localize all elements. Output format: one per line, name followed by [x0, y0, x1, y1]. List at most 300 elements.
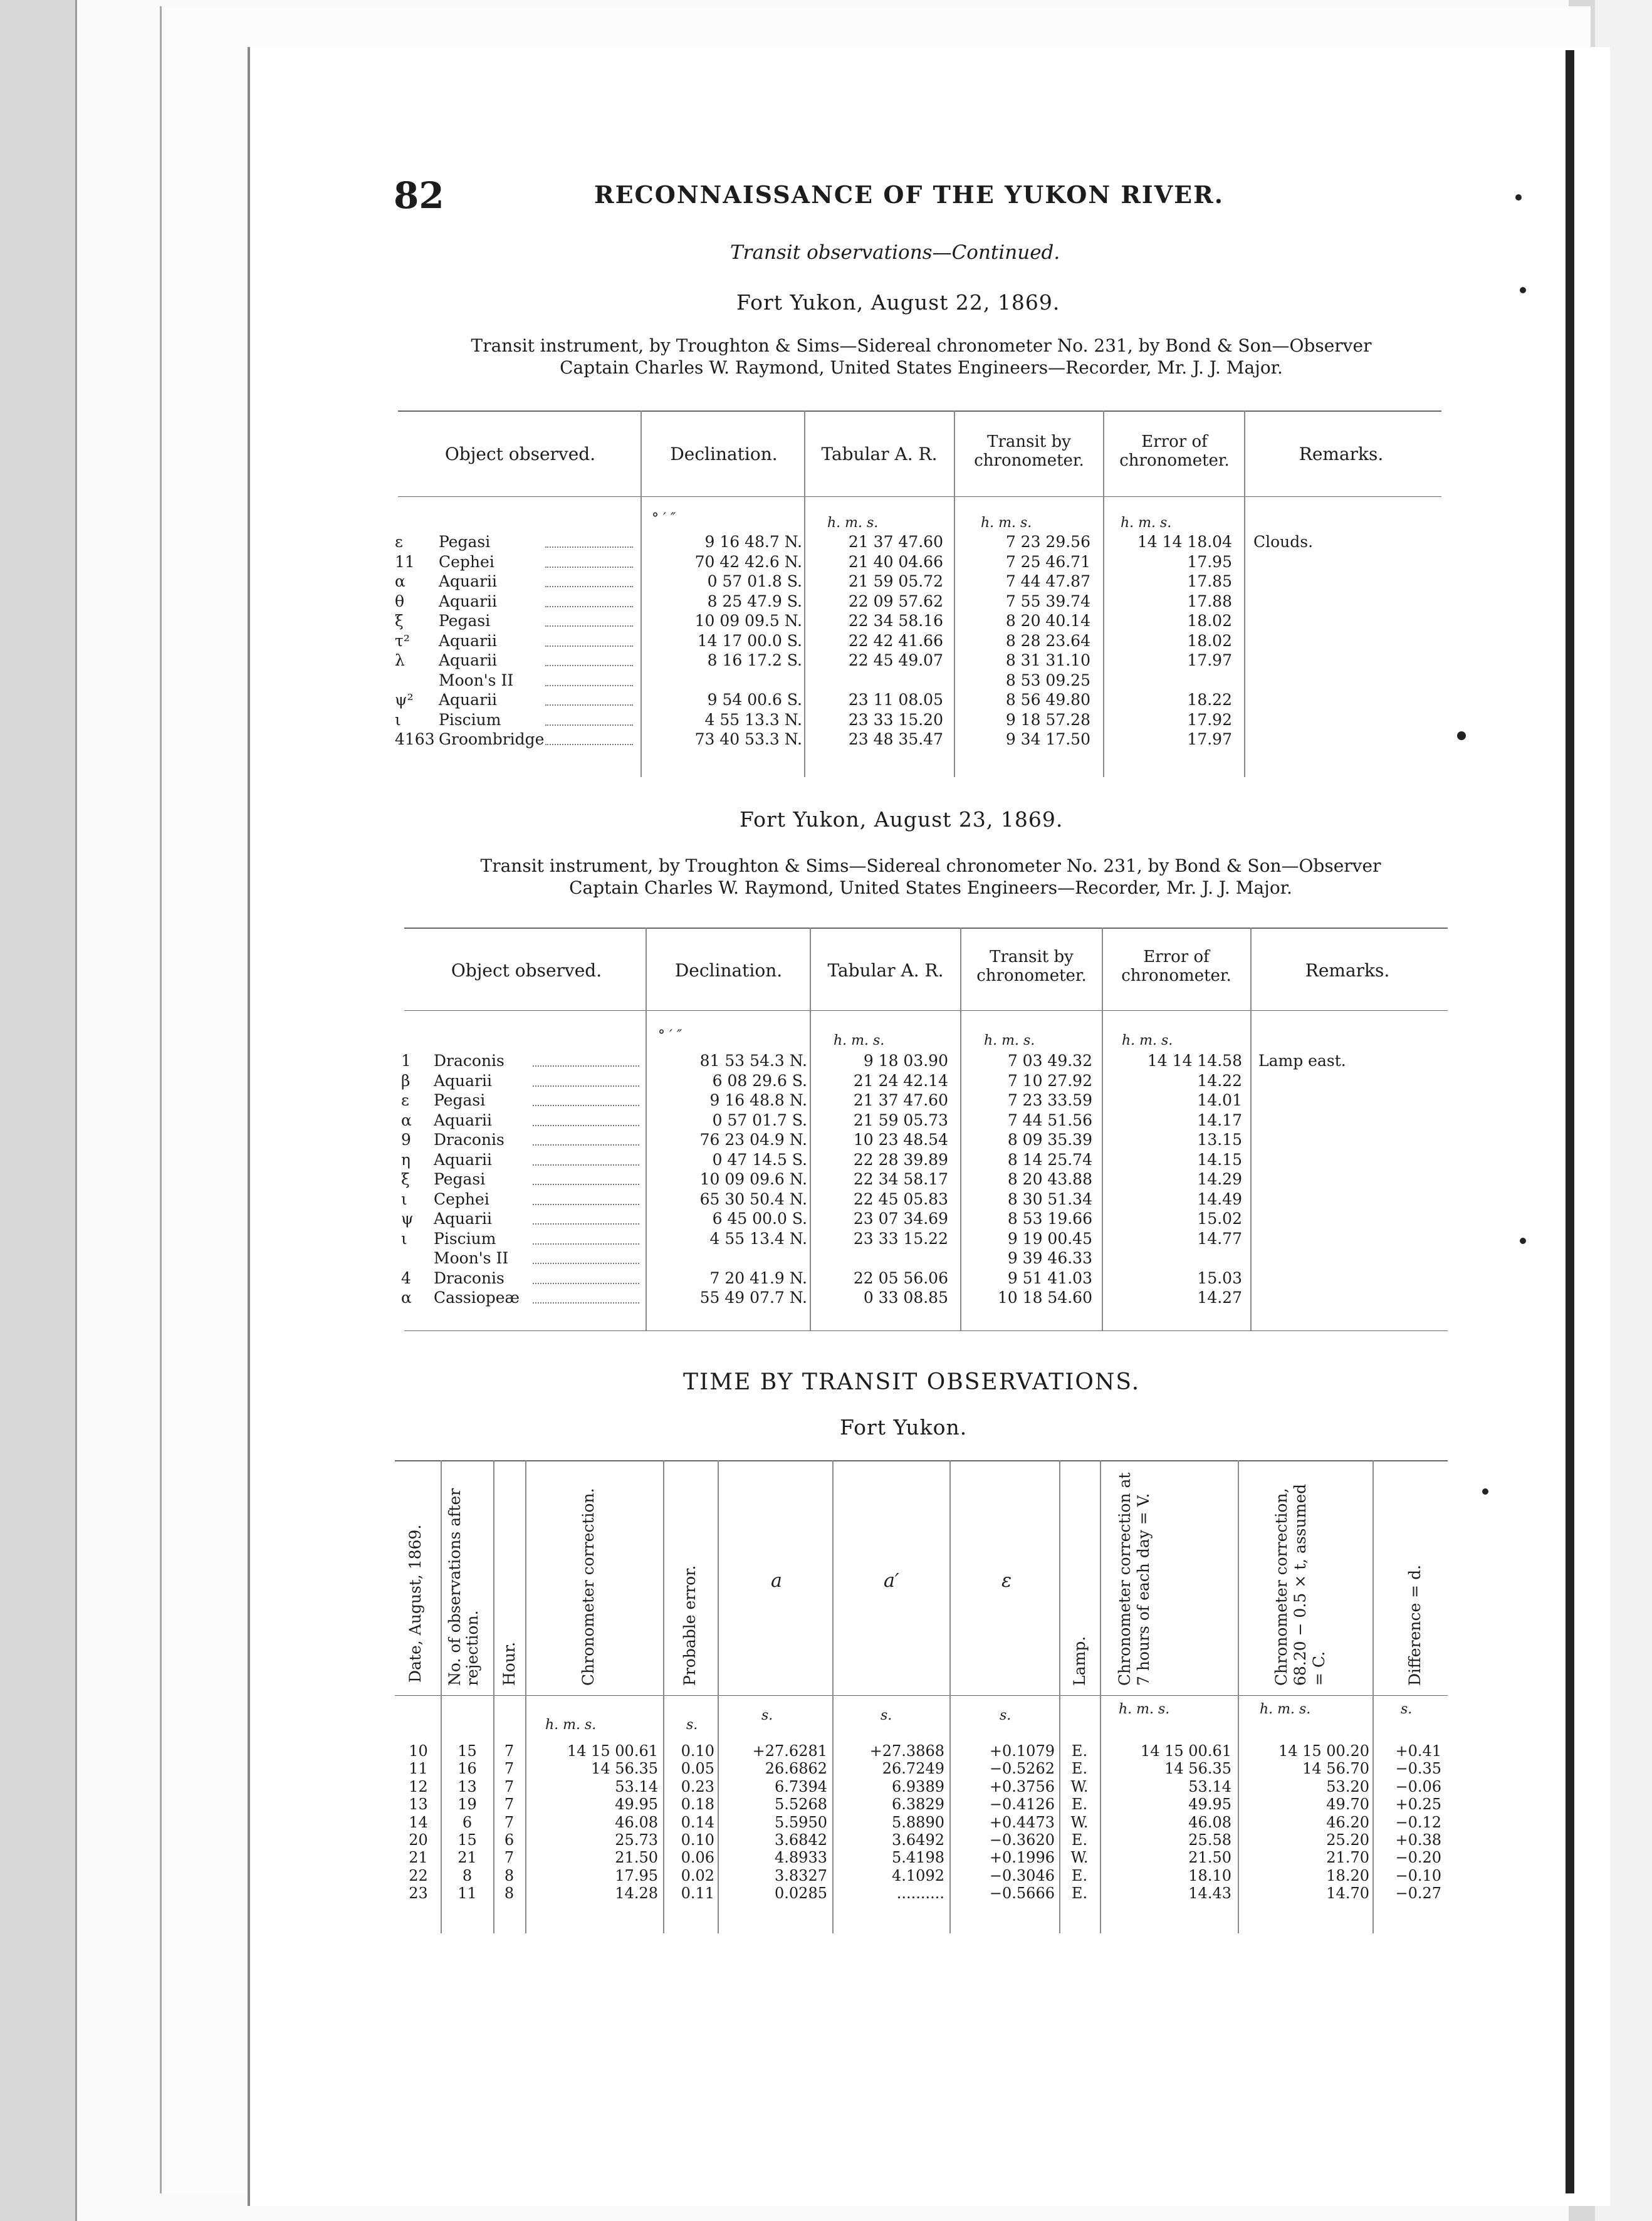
table1-cell-declination: 73 40 53.3 N.	[694, 730, 802, 748]
table2-cell-ra: 22 28 39.89	[853, 1150, 948, 1169]
table2-divider	[1102, 928, 1103, 1330]
table3-cell-a: 6.7394	[775, 1777, 827, 1795]
table1-header-transit: Transit by chronometer.	[974, 432, 1084, 470]
table3-cell-epsilon: +0.4473	[989, 1813, 1055, 1831]
dot-leader	[533, 1223, 639, 1225]
table2-cell-declination: 0 57 01.7 S.	[712, 1110, 807, 1129]
table1-cell-transit: 8 53 09.25	[1005, 671, 1090, 689]
table1-divider	[804, 410, 805, 777]
table2-cell-error: 14.29	[1197, 1170, 1242, 1188]
table3-unit-a-prime: s.	[881, 1708, 892, 1723]
table3-cell-correction: 53.14	[615, 1777, 658, 1795]
table3-divider	[493, 1460, 494, 1933]
table3-cell-v: 14.43	[1188, 1884, 1231, 1903]
table3-cell-hour: 7	[504, 1849, 515, 1867]
table1-cell-ra: 23 33 15.20	[848, 710, 943, 729]
table2-cell-ra: 10 23 48.54	[853, 1131, 948, 1149]
table2-cell-declination: 76 23 04.9 N.	[699, 1131, 807, 1149]
table2-cell-ra: 21 24 42.14	[853, 1071, 948, 1090]
margin-speck	[1515, 194, 1522, 201]
table1-cell-object: Pegasi	[439, 533, 491, 551]
dot-leader	[545, 546, 633, 548]
table1-cell-symbol: ι	[395, 710, 401, 729]
table1-cell-declination: 14 17 00.0 S.	[697, 631, 802, 650]
table1-header-ra: Tabular A. R.	[821, 444, 938, 464]
table2-cell-ra: 0 33 08.85	[863, 1288, 948, 1307]
table2-cell-declination: 81 53 54.3 N.	[699, 1052, 807, 1070]
table3-cell-probable-error: 0.10	[681, 1742, 714, 1760]
dot-leader	[545, 586, 633, 587]
subtitle: Transit observations—Continued.	[730, 241, 1060, 264]
table2-cell-symbol: ε	[401, 1091, 409, 1109]
table3-cell-lamp: E.	[1071, 1884, 1088, 1903]
table3-cell-a: 4.8933	[775, 1849, 827, 1867]
dot-leader	[545, 645, 633, 647]
table2-unit-error: h. m. s.	[1122, 1033, 1173, 1048]
table1-cell-remark: Clouds.	[1253, 533, 1314, 551]
table3-cell-probable-error: 0.11	[681, 1884, 714, 1903]
dot-leader	[545, 704, 633, 706]
table2-cell-transit: 9 51 41.03	[1007, 1268, 1092, 1287]
table3-cell-count: 13	[457, 1777, 477, 1795]
table1-cell-error: 17.88	[1187, 592, 1232, 610]
table3-cell-a: 0.0285	[775, 1884, 827, 1903]
table1-cell-symbol: ε	[395, 533, 403, 551]
table3-cell-correction: 17.95	[615, 1866, 658, 1884]
table2-cell-object: Aquarii	[434, 1071, 493, 1090]
table2-cell-object: Aquarii	[434, 1110, 493, 1129]
table1-divider	[1244, 410, 1245, 777]
table3-cell-correction: 49.95	[615, 1795, 658, 1814]
table3-top-rule	[395, 1460, 1448, 1461]
table2-cell-symbol: α	[401, 1288, 412, 1307]
table1-unit-ra: h. m. s.	[827, 515, 879, 531]
table1-cell-error: 14 14 18.04	[1137, 533, 1232, 551]
table2-cell-object: Pegasi	[434, 1091, 486, 1109]
table3-unit-perr: s.	[686, 1717, 698, 1733]
table1-cell-object: Cephei	[439, 552, 494, 571]
table3-header-hour: Hour.	[500, 1641, 518, 1686]
table1-cell-error: 17.97	[1187, 730, 1232, 748]
table3-cell-hour: 7	[504, 1813, 515, 1831]
table3-cell-c: 14.70	[1326, 1884, 1369, 1903]
table3-cell-a-prime: 3.6492	[892, 1831, 944, 1849]
table1-cell-object: Groombridge	[439, 730, 545, 748]
table2-cell-object: Draconis	[434, 1052, 504, 1070]
table3-header-a-prime: a′	[884, 1570, 899, 1592]
table2-header-declination: Declination.	[674, 960, 783, 981]
table3-cell-v: 49.95	[1188, 1795, 1231, 1814]
table3-header-probable-error: Probable error.	[681, 1565, 699, 1686]
table2-cell-declination: 6 08 29.6 S.	[712, 1071, 807, 1090]
table1-header-declination: Declination.	[670, 444, 778, 464]
table3-cell-a: 3.6842	[775, 1831, 827, 1849]
table3-cell-date: 12	[409, 1777, 428, 1795]
table2-cell-transit: 9 19 00.45	[1007, 1229, 1092, 1248]
table3-cell-count: 15	[457, 1831, 477, 1849]
table3-cell-difference: −0.20	[1395, 1849, 1441, 1867]
table3-divider	[832, 1460, 834, 1933]
table3-cell-probable-error: 0.14	[681, 1813, 714, 1831]
table3-cell-count: 15	[457, 1742, 477, 1760]
table3-cell-c: 14 15 00.20	[1278, 1742, 1369, 1760]
table2-cell-symbol: η	[401, 1150, 410, 1169]
table1-cell-ra: 21 40 04.66	[848, 552, 943, 571]
table2-cell-declination: 65 30 50.4 N.	[699, 1189, 807, 1208]
table3-cell-a: 26.6862	[765, 1760, 827, 1778]
table3-header-difference: Difference = d.	[1406, 1564, 1424, 1686]
table1-header-remarks: Remarks.	[1299, 444, 1384, 464]
margin-speck	[1520, 1238, 1526, 1244]
table3-cell-c: 14 56.70	[1302, 1760, 1369, 1778]
table2-cell-error: 15.03	[1197, 1268, 1242, 1287]
table3-cell-date: 23	[409, 1884, 428, 1903]
table2-cell-error: 13.15	[1197, 1131, 1242, 1149]
table3-cell-probable-error: 0.10	[681, 1831, 714, 1849]
table2-divider	[960, 928, 961, 1330]
table1-top-rule	[398, 410, 1441, 412]
table3-cell-c: 46.20	[1326, 1813, 1369, 1831]
table3-cell-epsilon: +0.1079	[989, 1742, 1055, 1760]
book-spine	[1566, 50, 1574, 2193]
table2-unit-decl: ° ′ ″	[658, 1028, 682, 1043]
dot-leader	[533, 1125, 639, 1126]
table2-cell-transit: 8 09 35.39	[1007, 1131, 1092, 1149]
table2-cell-transit: 10 18 54.60	[997, 1288, 1092, 1307]
table2-header-transit: Transit by chronometer.	[976, 948, 1087, 985]
table3-cell-lamp: E.	[1071, 1866, 1088, 1884]
table1-divider	[1103, 410, 1104, 777]
table3-cell-correction: 14 56.35	[591, 1760, 658, 1778]
table3-title: TIME BY TRANSIT OBSERVATIONS.	[683, 1369, 1141, 1395]
table3-cell-count: 6	[462, 1813, 473, 1831]
dot-leader	[533, 1243, 639, 1245]
table3-unit-e: s.	[1000, 1708, 1012, 1723]
table3-cell-a-prime: +27.3868	[869, 1742, 944, 1760]
table3-cell-v: 21.50	[1188, 1849, 1231, 1867]
table3-cell-probable-error: 0.02	[681, 1866, 714, 1884]
table1-cell-object: Aquarii	[439, 572, 498, 590]
table3-cell-probable-error: 0.23	[681, 1777, 714, 1795]
table3-cell-correction: 14 15 00.61	[567, 1742, 658, 1760]
table1-cell-transit: 7 44 47.87	[1005, 572, 1090, 590]
table1-cell-symbol: τ²	[395, 631, 410, 650]
table1-cell-transit: 8 56 49.80	[1005, 691, 1090, 709]
table3-cell-date: 14	[409, 1813, 428, 1831]
table3-cell-lamp: W.	[1070, 1777, 1089, 1795]
table1-cell-ra: 22 45 49.07	[848, 651, 943, 669]
table3-cell-hour: 8	[504, 1866, 515, 1884]
table3-header-a: a	[771, 1570, 782, 1592]
table3-divider	[1372, 1460, 1374, 1933]
table3-header-date: Date, August, 1869.	[406, 1524, 424, 1683]
table3-cell-a-prime: 5.8890	[892, 1813, 944, 1831]
table2-caption-line2: Captain Charles W. Raymond, United States Engineers—Recorder, Mr. J. J. Major.	[569, 877, 1292, 898]
table2-header-error: Error of chronometer.	[1121, 948, 1231, 985]
table3-cell-epsilon: −0.3046	[989, 1866, 1055, 1884]
table3-divider	[441, 1460, 442, 1933]
table1-cell-object: Aquarii	[439, 631, 498, 650]
table2-cell-symbol: ι	[401, 1229, 407, 1248]
table3-divider	[1059, 1460, 1060, 1933]
table3-unit-c: h. m. s.	[1260, 1701, 1311, 1717]
table3-divider	[663, 1460, 664, 1933]
table3-cell-v: 46.08	[1188, 1813, 1231, 1831]
dot-leader	[533, 1302, 639, 1304]
table2-unit-transit: h. m. s.	[984, 1033, 1035, 1048]
table2-cell-object: Cassiopeæ	[434, 1288, 520, 1307]
table2-cell-symbol: β	[401, 1071, 410, 1090]
table3-cell-count: 16	[457, 1760, 477, 1778]
table2-cell-ra: 23 33 15.22	[853, 1229, 948, 1248]
table3-cell-probable-error: 0.05	[681, 1760, 714, 1778]
table3-cell-difference: +0.25	[1395, 1795, 1441, 1814]
dot-leader	[533, 1144, 639, 1146]
table3-cell-lamp: W.	[1070, 1849, 1089, 1867]
table3-header-c: Chronometer correction, 68.20 − 0.5 × t, assumed = C.	[1272, 1483, 1328, 1686]
table3-divider	[949, 1460, 951, 1933]
running-head: RECONNAISSANCE OF THE YUKON RIVER.	[594, 180, 1224, 209]
table2-cell-symbol: ι	[401, 1189, 407, 1208]
table1-cell-declination: 4 55 13.3 N.	[704, 710, 802, 729]
table2-cell-declination: 7 20 41.9 N.	[709, 1268, 807, 1287]
table3-cell-c: 18.20	[1326, 1866, 1369, 1884]
table3-cell-v: 25.58	[1188, 1831, 1231, 1849]
table2-header-rule	[404, 1010, 1448, 1011]
table3-cell-probable-error: 0.18	[681, 1795, 714, 1814]
table3-header-correction: Chronometer correction.	[579, 1488, 597, 1686]
table2-cell-object: Moon's II	[434, 1249, 509, 1267]
table3-cell-correction: 25.73	[615, 1831, 658, 1849]
table2-cell-ra: 22 45 05.83	[853, 1189, 948, 1208]
table3-cell-difference: −0.27	[1395, 1884, 1441, 1903]
table1-cell-error: 17.95	[1187, 552, 1232, 571]
table1-cell-error: 18.02	[1187, 612, 1232, 630]
table1-cell-symbol: ψ²	[395, 691, 414, 709]
table1-cell-object: Aquarii	[439, 592, 498, 610]
table3-cell-v: 14 56.35	[1164, 1760, 1231, 1778]
table3-cell-a-prime: 4.1092	[892, 1866, 944, 1884]
table2-divider	[1250, 928, 1252, 1330]
table2-place: Fort Yukon, August 23, 1869.	[740, 807, 1064, 832]
table1-cell-object: Aquarii	[439, 691, 498, 709]
table3-header-v: Chronometer correction at 7 hours of each day = V.	[1116, 1472, 1153, 1686]
table1-cell-symbol: α	[395, 572, 405, 590]
table3-divider	[718, 1460, 719, 1933]
table1-cell-error: 18.22	[1187, 691, 1232, 709]
table3-cell-epsilon: −0.3620	[989, 1831, 1055, 1849]
table1-divider	[954, 410, 955, 777]
table1-cell-declination: 8 16 17.2 S.	[707, 651, 802, 669]
table2-cell-transit: 7 44 51.56	[1007, 1110, 1092, 1129]
table2-cell-object: Piscium	[434, 1229, 496, 1248]
table2-cell-declination: 9 16 48.8 N.	[709, 1091, 807, 1109]
table1-header-error: Error of chronometer.	[1119, 432, 1230, 470]
table2-divider	[646, 928, 647, 1330]
table3-cell-date: 21	[409, 1849, 428, 1867]
table2-cell-ra: 22 05 56.06	[853, 1268, 948, 1287]
dot-leader	[533, 1085, 639, 1087]
table2-cell-ra: 22 34 58.17	[853, 1170, 948, 1188]
table3-divider	[525, 1460, 526, 1933]
table2-cell-transit: 9 39 46.33	[1007, 1249, 1092, 1267]
table3-header-epsilon: ε	[1001, 1570, 1012, 1592]
dot-leader	[533, 1184, 639, 1185]
table3-cell-hour: 7	[504, 1742, 515, 1760]
table3-cell-hour: 7	[504, 1760, 515, 1778]
table1-cell-ra: 21 37 47.60	[848, 533, 943, 551]
table2-cell-error: 14 14 14.58	[1147, 1052, 1242, 1070]
table3-cell-lamp: E.	[1071, 1742, 1088, 1760]
table1-cell-declination: 9 54 00.6 S.	[707, 691, 802, 709]
table2-cell-declination: 4 55 13.4 N.	[709, 1229, 807, 1248]
table2-cell-error: 14.17	[1197, 1110, 1242, 1129]
table2-cell-symbol: 4	[401, 1268, 411, 1287]
table2-cell-transit: 8 14 25.74	[1007, 1150, 1092, 1169]
table1-cell-declination: 10 09 09.5 N.	[694, 612, 802, 630]
table2-cell-error: 14.22	[1197, 1071, 1242, 1090]
table3-cell-epsilon: −0.5666	[989, 1884, 1055, 1903]
table3-cell-epsilon: +0.1996	[989, 1849, 1055, 1867]
dot-leader	[533, 1105, 639, 1106]
table2-cell-declination: 6 45 00.0 S.	[712, 1210, 807, 1228]
table3-cell-hour: 7	[504, 1795, 515, 1814]
table2-cell-symbol: ψ	[401, 1210, 414, 1228]
table3-cell-difference: +0.41	[1395, 1742, 1441, 1760]
table3-cell-a: 5.5268	[775, 1795, 827, 1814]
table3-cell-a-prime: 6.3829	[892, 1795, 944, 1814]
table3-cell-v: 18.10	[1188, 1866, 1231, 1884]
table1-cell-transit: 8 31 31.10	[1005, 651, 1090, 669]
table3-cell-lamp: E.	[1071, 1760, 1088, 1778]
margin-speck	[1520, 287, 1526, 293]
table3-cell-date: 11	[409, 1760, 428, 1778]
dot-leader	[545, 625, 633, 627]
table3-cell-correction: 46.08	[615, 1813, 658, 1831]
table3-cell-hour: 8	[504, 1884, 515, 1903]
table1-cell-error: 17.85	[1187, 572, 1232, 590]
table3-cell-epsilon: −0.5262	[989, 1760, 1055, 1778]
dot-leader	[533, 1283, 639, 1284]
table2-cell-object: Cephei	[434, 1189, 489, 1208]
table2-top-rule	[404, 928, 1448, 929]
table3-cell-date: 20	[409, 1831, 428, 1849]
table1-cell-transit: 7 25 46.71	[1005, 552, 1090, 571]
table3-unit-correction: h. m. s.	[545, 1717, 597, 1733]
table3-cell-difference: −0.35	[1395, 1760, 1441, 1778]
table3-cell-c: 53.20	[1326, 1777, 1369, 1795]
table1-cell-transit: 7 23 29.56	[1005, 533, 1090, 551]
table2-cell-ra: 9 18 03.90	[863, 1052, 948, 1070]
table2-cell-object: Aquarii	[434, 1150, 493, 1169]
table3-cell-date: 10	[409, 1742, 428, 1760]
table1-cell-object: Piscium	[439, 710, 501, 729]
table3-cell-lamp: E.	[1071, 1831, 1088, 1849]
table3-cell-difference: +0.38	[1395, 1831, 1441, 1849]
table2-cell-object: Aquarii	[434, 1210, 493, 1228]
dot-leader	[545, 744, 633, 745]
page-number: 82	[394, 174, 444, 217]
table3-cell-a-prime: 5.4198	[892, 1849, 944, 1867]
table1-cell-declination: 70 42 42.6 N.	[694, 552, 802, 571]
table2-cell-transit: 7 10 27.92	[1007, 1071, 1092, 1090]
table3-cell-c: 21.70	[1326, 1849, 1369, 1867]
table1-cell-object: Aquarii	[439, 651, 498, 669]
table1-place: Fort Yukon, August 22, 1869.	[736, 290, 1060, 315]
table2-cell-object: Draconis	[434, 1131, 504, 1149]
table3-cell-c: 25.20	[1326, 1831, 1369, 1849]
table2-cell-transit: 7 03 49.32	[1007, 1052, 1092, 1070]
dot-leader	[533, 1164, 639, 1166]
table3-cell-a: 3.8327	[775, 1866, 827, 1884]
table2-caption-line1: Transit instrument, by Troughton & Sims—Sidereal chronometer No. 231, by Bond & Son—Observer	[480, 855, 1381, 876]
table2-cell-error: 14.15	[1197, 1150, 1242, 1169]
table2-cell-declination: 10 09 09.6 N.	[699, 1170, 807, 1188]
table1-cell-object: Moon's II	[439, 671, 514, 689]
table1-cell-ra: 23 48 35.47	[848, 730, 943, 748]
table3-place: Fort Yukon.	[840, 1415, 968, 1440]
table1-cell-symbol: λ	[395, 651, 405, 669]
table3-header-rule	[395, 1695, 1448, 1696]
table3-cell-count: 11	[457, 1884, 477, 1903]
dot-leader	[545, 606, 633, 607]
table3-cell-hour: 6	[504, 1831, 515, 1849]
table1-cell-ra: 23 11 08.05	[848, 691, 943, 709]
table3-divider	[1238, 1460, 1239, 1933]
table1-cell-ra: 21 59 05.72	[848, 572, 943, 590]
table3-cell-correction: 21.50	[615, 1849, 658, 1867]
margin-speck	[1457, 731, 1466, 740]
table2-cell-error: 15.02	[1197, 1210, 1242, 1228]
table3-cell-date: 22	[409, 1866, 428, 1884]
table2-cell-declination: 55 49 07.7 N.	[699, 1288, 807, 1307]
table2-cell-error: 14.49	[1197, 1189, 1242, 1208]
table2-cell-remark: Lamp east.	[1258, 1052, 1346, 1070]
table1-cell-declination: 8 25 47.9 S.	[707, 592, 802, 610]
table3-cell-difference: −0.10	[1395, 1866, 1441, 1884]
table3-cell-a: +27.6281	[752, 1742, 827, 1760]
table3-cell-count: 19	[457, 1795, 477, 1814]
margin-speck	[1482, 1488, 1488, 1495]
table2-cell-symbol: α	[401, 1110, 412, 1129]
table2-unit-ra: h. m. s.	[834, 1033, 885, 1048]
table1-cell-transit: 9 18 57.28	[1005, 710, 1090, 729]
table2-cell-transit: 8 30 51.34	[1007, 1189, 1092, 1208]
table1-cell-declination: 9 16 48.7 N.	[704, 533, 802, 551]
table1-cell-declination: 0 57 01.8 S.	[707, 572, 802, 590]
table1-unit-transit: h. m. s.	[981, 515, 1032, 531]
table2-cell-symbol: 1	[401, 1052, 411, 1070]
dot-leader	[545, 665, 633, 666]
table2-header-remarks: Remarks.	[1305, 960, 1390, 981]
table1-unit-decl: ° ′ ″	[652, 511, 676, 526]
table2-cell-object: Draconis	[434, 1268, 504, 1287]
table3-unit-a: s.	[761, 1708, 773, 1723]
table1-cell-symbol: θ	[395, 592, 405, 610]
table3-header-count: No. of observations after rejection.	[446, 1488, 481, 1686]
table3-unit-d: s.	[1401, 1701, 1413, 1717]
table3-cell-lamp: W.	[1070, 1813, 1089, 1831]
table3-cell-count: 21	[457, 1849, 477, 1867]
table2-cell-ra: 21 59 05.73	[853, 1110, 948, 1129]
table3-cell-v: 14 15 00.61	[1140, 1742, 1231, 1760]
table1-caption-line1: Transit instrument, by Troughton & Sims—Sidereal chronometer No. 231, by Bond & Son—Observer	[471, 335, 1372, 356]
table2-cell-transit: 8 53 19.66	[1007, 1210, 1092, 1228]
table3-cell-a-prime: 26.7249	[882, 1760, 944, 1778]
table2-cell-ra: 21 37 47.60	[853, 1091, 948, 1109]
table2-bottom-rule	[404, 1330, 1448, 1331]
table2-cell-symbol: 9	[401, 1131, 411, 1149]
